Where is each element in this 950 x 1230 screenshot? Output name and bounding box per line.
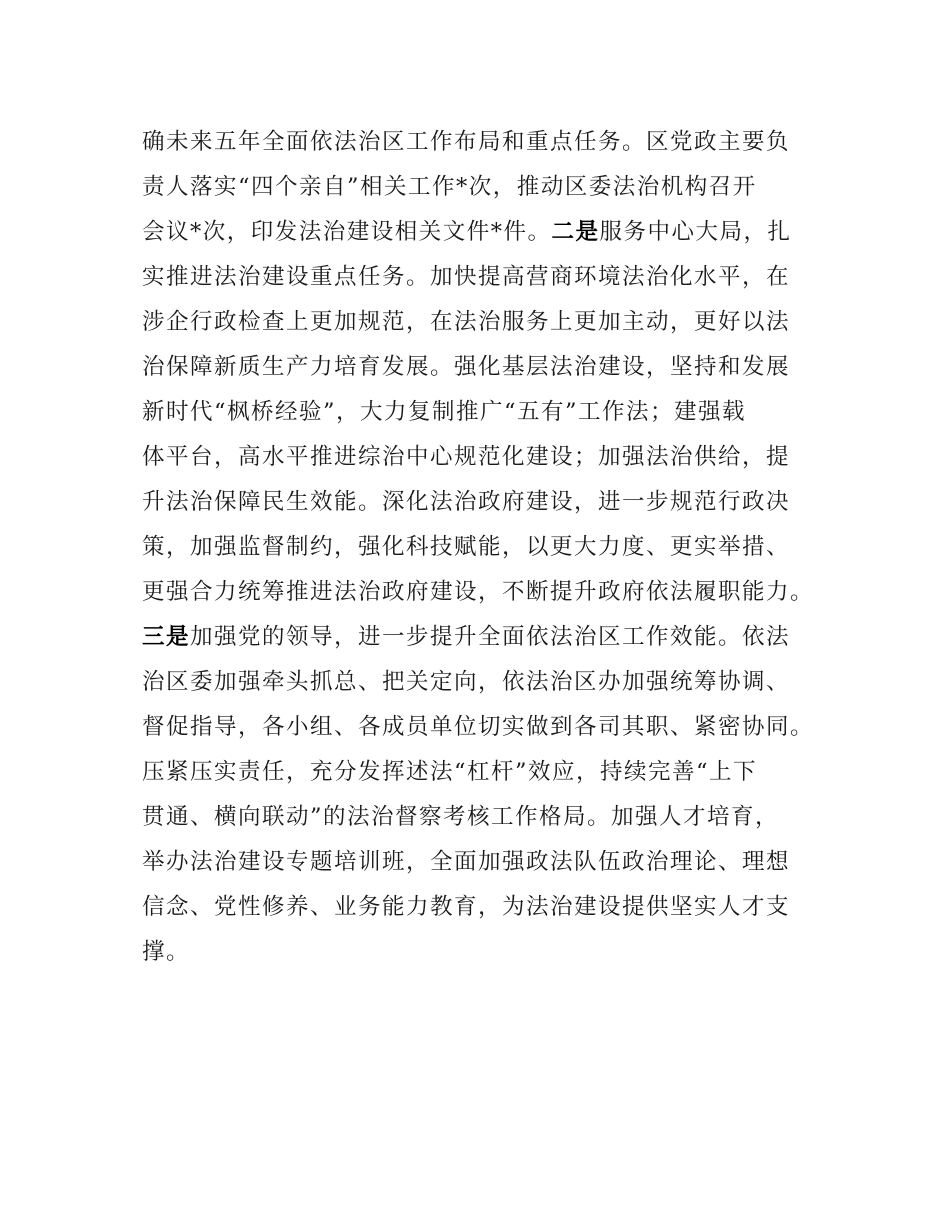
paragraph-line — [142, 217, 792, 247]
paragraph-line: 责人落实“四个亲自”相关工作*次，推动区委法治机构召开 — [142, 174, 757, 200]
paragraph-line: 升法治保障民生效能。深化法治政府建设，进一步规范行政决 — [142, 489, 791, 515]
line-text: 服务中心大局，扎 — [599, 219, 792, 245]
paragraph-line: 更强合力统筹推进法治政府建设，不断提升政府依法履职能力。 — [142, 579, 815, 605]
paragraph-line: 贯通、横向联动”的法治督察考核工作格局。加强人才培育， — [142, 804, 780, 830]
paragraph-line: 信念、党性修养、业务能力教育，为法治建设提供坚实人才支 — [142, 894, 791, 920]
line-text: 会议*次，印发法治建设相关文件*件。 — [142, 219, 552, 245]
paragraph-line — [142, 622, 790, 652]
paragraph-line: 实推进法治建设重点任务。加快提高营商环境法治化水平，在 — [142, 264, 791, 290]
line-text: 加强党的领导，进一步提升全面依法治区工作效能。依法 — [190, 624, 791, 650]
paragraph-line: 体平台，高水平推进综治中心规范化建设；加强法治供给，提 — [142, 444, 791, 470]
paragraph-line: 策，加强监督制约，强化科技赋能，以更大力度、更实举措、 — [142, 534, 791, 560]
paragraph-line: 举办法治建设专题培训班，全面加强政法队伍政治理论、理想 — [142, 849, 791, 875]
paragraph-line: 治保障新质生产力培育发展。强化基层法治建设，坚持和发展 — [142, 354, 791, 380]
bold-marker-third: 三是 — [142, 624, 191, 650]
paragraph-line: 压紧压实责任，充分发挥述法“杠杆”效应，持续完善“上下 — [142, 759, 758, 785]
paragraph-line: 涉企行政检查上更加规范，在法治服务上更加主动，更好以法 — [142, 309, 791, 335]
paragraph-line: 治区委加强牵头抓总、把关定向，依法治区办加强统筹协调、 — [142, 669, 791, 695]
bold-marker-second: 二是 — [551, 219, 600, 245]
paragraph-line: 督促指导，各小组、各成员单位切实做到各司其职、紧密协同。 — [142, 714, 815, 740]
paragraph-line: 确未来五年全面依法治区工作布局和重点任务。区党政主要负 — [142, 129, 791, 155]
paragraph-line: 撑。 — [142, 939, 191, 965]
paragraph-line: 新时代“枫桥经验”，大力复制推广“五有”工作法；建强载 — [142, 399, 747, 425]
